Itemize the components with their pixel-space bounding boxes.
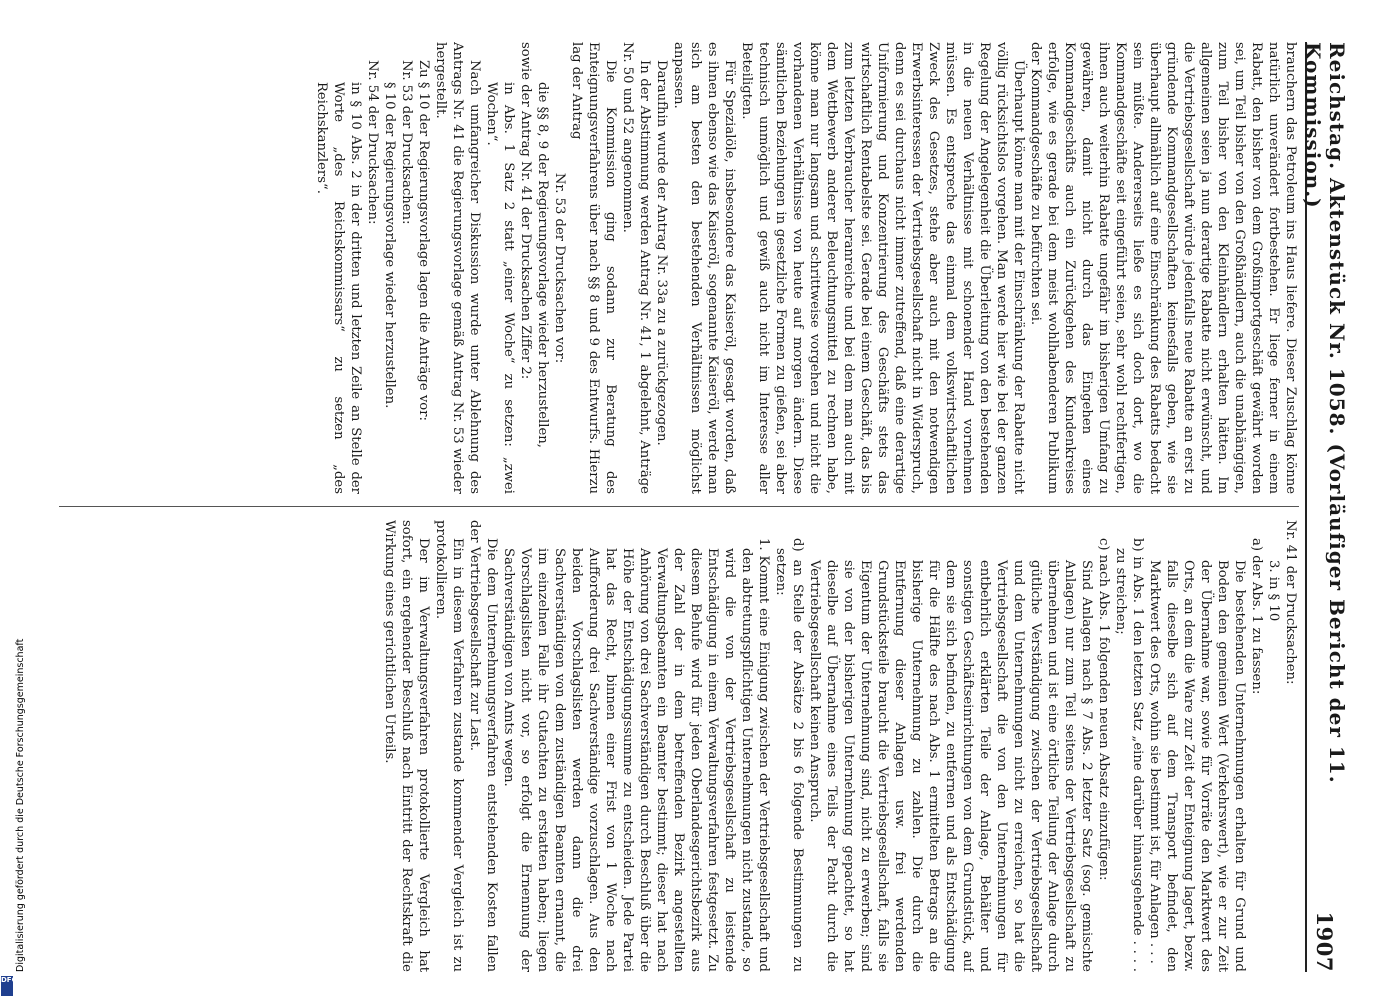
motion-text: Die bestehenden Unternehmungen erhalten für Grund und Boden den gemeinen Wert (Verkehrswert), wie er zur Zeit der Übernahme war, sowie für Vorräte den Marktwert des Orts, an dem die Ware zur Zeit der Enteignung lagert, bezw. falls dieselbe sich auf dem Transport befindet, den Marktwert des Orts, wohin sie bestimmt ist, für Anlagen . . . bbox=[1147, 560, 1247, 972]
list-item: 3. in § 10 bbox=[1266, 560, 1281, 622]
paragraph: Nach umfangreicher Diskussion wurde unter Ablehnung des Antrags Nr. 41 die Regierungsvorlage gemäß Antrag Nr. 53 wieder hergestellt. bbox=[433, 42, 482, 494]
paragraph: Die dem Unternehmungsverfahren entstehenden Kosten fallen der Vertriebsgesellschaft zur Last. bbox=[467, 520, 499, 972]
list-item: d) an Stelle der Absätze 2 bis 6 folgende Bestimmungen zu setzen: bbox=[773, 538, 805, 972]
page-title: Reichstag. Aktenstück Nr. 1058. (Vorläufiger Bericht der 11. Kommission.) bbox=[1301, 42, 1349, 784]
motion-text: § 10 der Regierungsvorlage wieder herzustellen. bbox=[382, 82, 397, 409]
column-divider bbox=[59, 506, 1299, 507]
motion-heading: Nr. 41 der Drucksachen: bbox=[1283, 520, 1298, 685]
paragraph: Die Kommission ging sodann zur Beratung des Enteignungsverfahrens über nach §§ 8 und 9 des Entwurfs. Hierzu lag der Antrag bbox=[569, 42, 618, 494]
paragraph: Für Spezialöle, insbesondere das Kaiseröl, gesagt worden, daß es ihnen ebenso wie das Kaiseröl, sogenannte Kaiseröl, werde man sich am besten den bestehenden Verhältnissen möglichst anpassen. bbox=[671, 42, 737, 494]
paragraph: Überhaupt könne man mit der Einschränkung der Rabatte nicht völlig rücksichtslos vorgehen. Man werde hier wie bei der ganzen Regelung der Angelegenheit die Überleitung von den bestehenden in die neuen Verhältnisse mit schonender Hand vornehmen müssen. Es entspreche das einmal dem volkswirtschaftlichen Zweck des Gesetzes, stehe aber auch mit den notwendigen Erwerbsinteressen der Vertriebsgesellschaft nicht in Widerspruch, denn es sei durchaus nicht immer zutreffend, daß eine derartige Uniformierung und Konzentrierung des Geschäfts stets das wirtschaftlich Rentabelste sei. Gerade bei einem Geschäft, das bis zum letzten Verbraucher heranreiche und bei dem man auch mit dem Wettbewerb anderer Beleuchtungsmittel zu rechnen habe, könne man nur langsam und schrittweise vorgehen und nicht die vorhandenen Verhältnisse von heute auf morgen ändern. Diese sämtlichen Beziehungen in gesetzliche Formen zu gießen, sei aber technisch unmöglich und gewiß auch nicht im Interesse aller Beteiligten. bbox=[739, 42, 1026, 494]
paragraph: Der im Verwaltungsverfahren protokollierte Vergleich hat sofort, ein ergehender Beschluß nach Eintritt der Rechtskraft die Wirkung eines gerichtlichen Urteils. bbox=[382, 520, 431, 972]
list-item: c) nach Abs. 1 folgenden neuen Absatz einzufügen: bbox=[1096, 538, 1111, 881]
digitization-credit-strip bbox=[0, 0, 26, 1000]
motion-heading: Nr. 54 der Drucksachen: bbox=[365, 60, 380, 225]
list-item: b) in Abs. 1 den letzten Satz „eine darüber hinausgehende . . . . zu streichen; bbox=[1113, 538, 1145, 972]
dfg-logo: DFG bbox=[1, 976, 13, 996]
document-page bbox=[43, 42, 1349, 972]
list-item: a) der Abs. 1 zu fassen: bbox=[1249, 538, 1264, 695]
list-item: 1. Kommt eine Einigung zwischen der Vertriebsgesellschaft und den abtretungspflichtigen Unternehmungen nicht zustande, so wird die von der Vertriebsgesellschaft zu leistende Entschädigung in einem Verwaltungsverfahren festgesetzt. Zu diesem Behufe wird für jeden Oberlandesgerichtsbezirk aus der Zahl der in dem betreffenden Bezirk angestellten Verwaltungsbeamten ein Beamter bestimmt; dieser hat nach Anhörung von drei Sachverständigen durch Beschluß über die Höhe der Entschädigungssumme zu entscheiden. Jede Partei hat das Recht, binnen einer Frist von 1 Woche nach Aufforderung drei Sachverständige vorzuschlagen. Aus den beiden Vorschlagslisten werden dann die drei Sachverständigen von dem zuständigen Beamten ernannt, die im einzelnen Falle ihr Gutachten zu erstatten haben; liegen Vorschlagslisten nicht vor, so erfolgt die Ernennung der Sachverständigen von Amts wegen. bbox=[501, 538, 771, 972]
page-header bbox=[1301, 42, 1349, 972]
digitization-credit: Digitalisierung gefördert durch die Deutsche Forschungsgemeinschaft bbox=[15, 638, 26, 972]
page-number: 1907 bbox=[1312, 911, 1338, 972]
paragraph: Ein in diesem Verfahren zustande kommender Vergleich ist zu protokollieren. bbox=[433, 520, 465, 972]
motion-text: die §§ 8, 9 der Regierungsvorlage wieder herzustellen, bbox=[535, 82, 550, 448]
paragraph: Daraufhin wurde der Antrag Nr. 33a zu a zurückgezogen. bbox=[654, 60, 669, 446]
paragraph: brauchern das Petroleum ins Haus liefere. Dieser Zuschlag könne natürlich unverändert fortbestehen. Er liege ferner in einem Rabatt, den bisher von dem Großimportgeschäft gewährt worden sei, um Teil bisher von den Großhändlern, auch die unabhängigen, zum Teil bisher von den Kleinhändlern erhalten hätten. Im allgemeinen seien ja nun derartige Rabatte nicht erwünscht, und die Vertriebsgesellschaft würde jedenfalls neue Rabatte an erst zu gründende Kommandgesellschaften keinesfalls geben, wie sie überhaupt allmählich auf eine Einschränkung des Rabatts bedacht sein müßte. Andererseits ließe es sich doch dort, wo die Kommandgeschäfte seit eingeführt seien, sehr wohl rechtfertigen, ihnen auch weiterhin Rabatte ungefähr im bisherigen Umfang zu gewähren, damit nicht durch das Eingehen eines Kommandgeschäfts auch ein Zurückgehen des Kundenkreises erfolge, wie es gerade bei dem meist wohlhabenderen Publikum der Kommandgeschäfte zu befürchten sei. bbox=[1028, 42, 1298, 494]
left-column bbox=[59, 42, 1299, 494]
motion-heading: Nr. 53 der Drucksachen: bbox=[399, 60, 414, 225]
paragraph: Zu § 10 der Regierungsvorlage lagen die Anträge vor: bbox=[416, 60, 431, 421]
motion-text: in Abs. 1 Satz 2 statt „einer Woche“ zu setzen: „zwei Wochen“. bbox=[484, 82, 516, 494]
right-column bbox=[59, 520, 1299, 972]
motion-text: in § 10 Abs. 2 in der dritten und letzten Zeile an Stelle der Worte „des Reichskommissars“ zu setzen „des Reichskanzlers“. bbox=[314, 82, 363, 494]
motion-heading: Nr. 53 der Drucksachen vor: bbox=[552, 172, 567, 364]
motion-text: Sind Anlagen nach § 7 Abs. 2 letzter Satz (sog. gemischte Anlagen) nur zum Teil seitens der Vertriebsgesellschaft zu übernehmen und ist eine örtliche Teilung der Anlage durch gütliche Verständigung zwischen der Vertriebsgesellschaft und dem Unternehmungen nicht zu erreichen, so hat die Vertriebsgesellschaft die von den Unternehmungen für entbehrlich erklärten Teile der Anlage, Behälter und sonstigen Geschäftseinrichtungen von dem Grundstück, auf dem sie sich befinden, zu entfernen und als Entschädigung für die Hälfte des nach Abs. 1 ermittelten Betrags an die bisherige Unternehmung zu zahlen. Die durch die Entfernung dieser Anlagen usw. frei werdenden Grundstücksteile braucht die Vertriebsgesellschaft, falls sie Eigentum der Unternehmung sind, nicht zu erwerben; sind sie von der bisherigen Unternehmung gepachtet, so hat dieselbe auf Übernahme eines Teils der Pacht durch die Vertriebsgesellschaft keinen Anspruch. bbox=[807, 560, 1094, 972]
paragraph: In der Abstimmung werden Antrag Nr. 41, 1 abgelehnt, Anträge Nr. 50 und 52 angenommen. bbox=[620, 42, 652, 494]
paragraph: sowie der Antrag Nr. 41 der Drucksachen Ziffer 2: bbox=[518, 42, 533, 380]
